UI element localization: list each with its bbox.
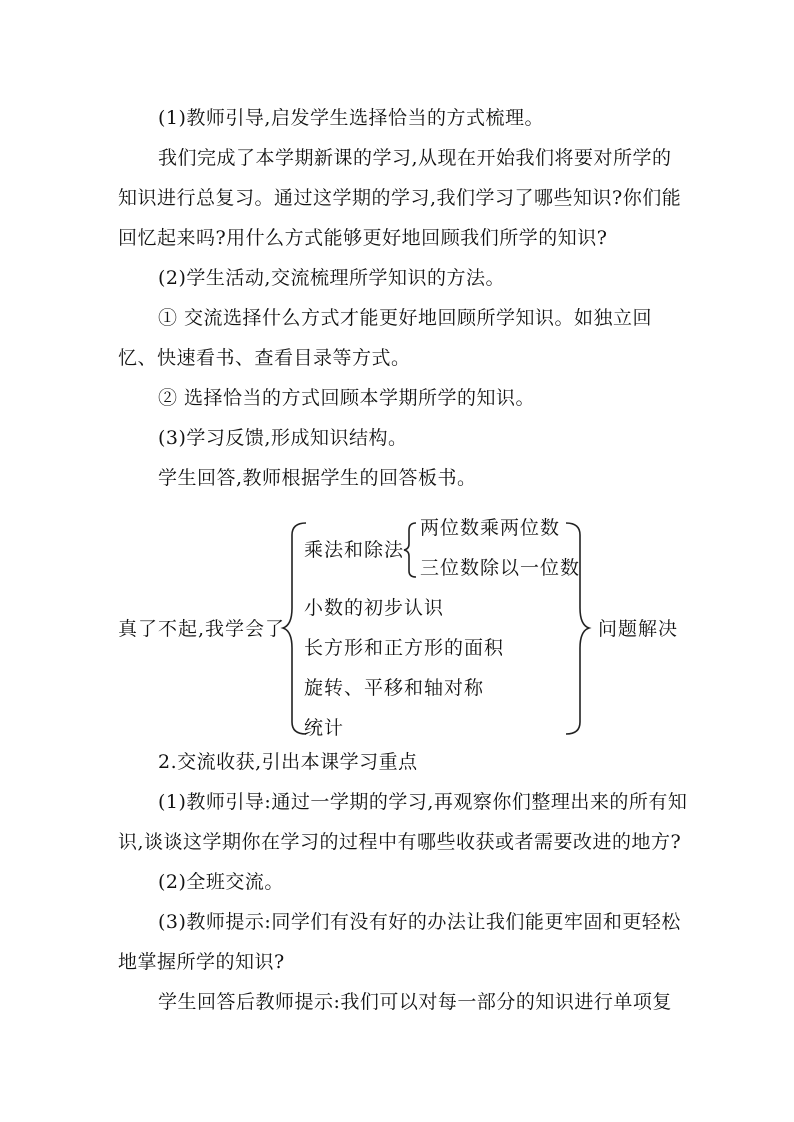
tree-branch-decimals: 小数的初步认识: [304, 597, 445, 619]
paragraph-12: 学生回答后教师提示:我们可以对每一部分的知识进行单项复: [158, 991, 672, 1013]
right-brace-icon: [566, 523, 589, 734]
paragraph-6: (3)学习反馈,形成知识结构。: [158, 427, 408, 449]
tree-result-label: 问题解决: [598, 618, 679, 640]
tree-branch-area: 长方形和正方形的面积: [304, 637, 505, 659]
paragraph-2: 我们完成了本学期新课的学习,从现在开始我们将要对所学的知识进行总复习。通过这学期的学习,我们学习了哪些知识?你们能回忆起来吗?用什么方式能够更好地回顾我们所学的知识?: [118, 147, 682, 249]
paragraph-1: (1)教师引导,启发学生选择恰当的方式梳理。: [158, 107, 544, 129]
tree-branch-transformations: 旋转、平移和轴对称: [304, 677, 485, 699]
tree-sub-three-digit-division: 三位数除以一位数: [420, 557, 581, 579]
tree-sub-two-digit-multiplication: 两位数乘两位数: [420, 517, 561, 539]
tree-branch-statistics: 统计: [304, 717, 345, 739]
tree-root-label: 真了不起,我学会了: [118, 618, 286, 640]
tree-branch-multiplication-division: 乘法和除法: [304, 539, 405, 561]
main-left-brace-icon: [283, 523, 306, 734]
paragraph-9: (1)教师引导:通过一学期的学习,再观察你们整理出来的所有知识,谈谈这学期你在学习的过程中有哪些收获或者需要改进的地方?: [118, 791, 688, 853]
paragraph-10: (2)全班交流。: [158, 871, 284, 893]
paragraph-11: (3)教师提示:同学们有没有好的办法让我们能更牢固和更轻松地掌握所学的知识?: [118, 911, 681, 973]
paragraph-8: 2.交流收获,引出本课学习重点: [158, 751, 418, 773]
paragraph-3: (2)学生活动,交流梳理所学知识的方法。: [158, 267, 505, 289]
paragraph-7: 学生回答,教师根据学生的回答板书。: [158, 467, 477, 489]
paragraph-5: ② 选择恰当的方式回顾本学期所学的知识。: [158, 387, 536, 409]
sub-left-brace-icon: [404, 523, 416, 577]
paragraph-4: ① 交流选择什么方式才能更好地回顾所学知识。如独立回忆、快速看书、查看目录等方式。: [118, 307, 653, 369]
